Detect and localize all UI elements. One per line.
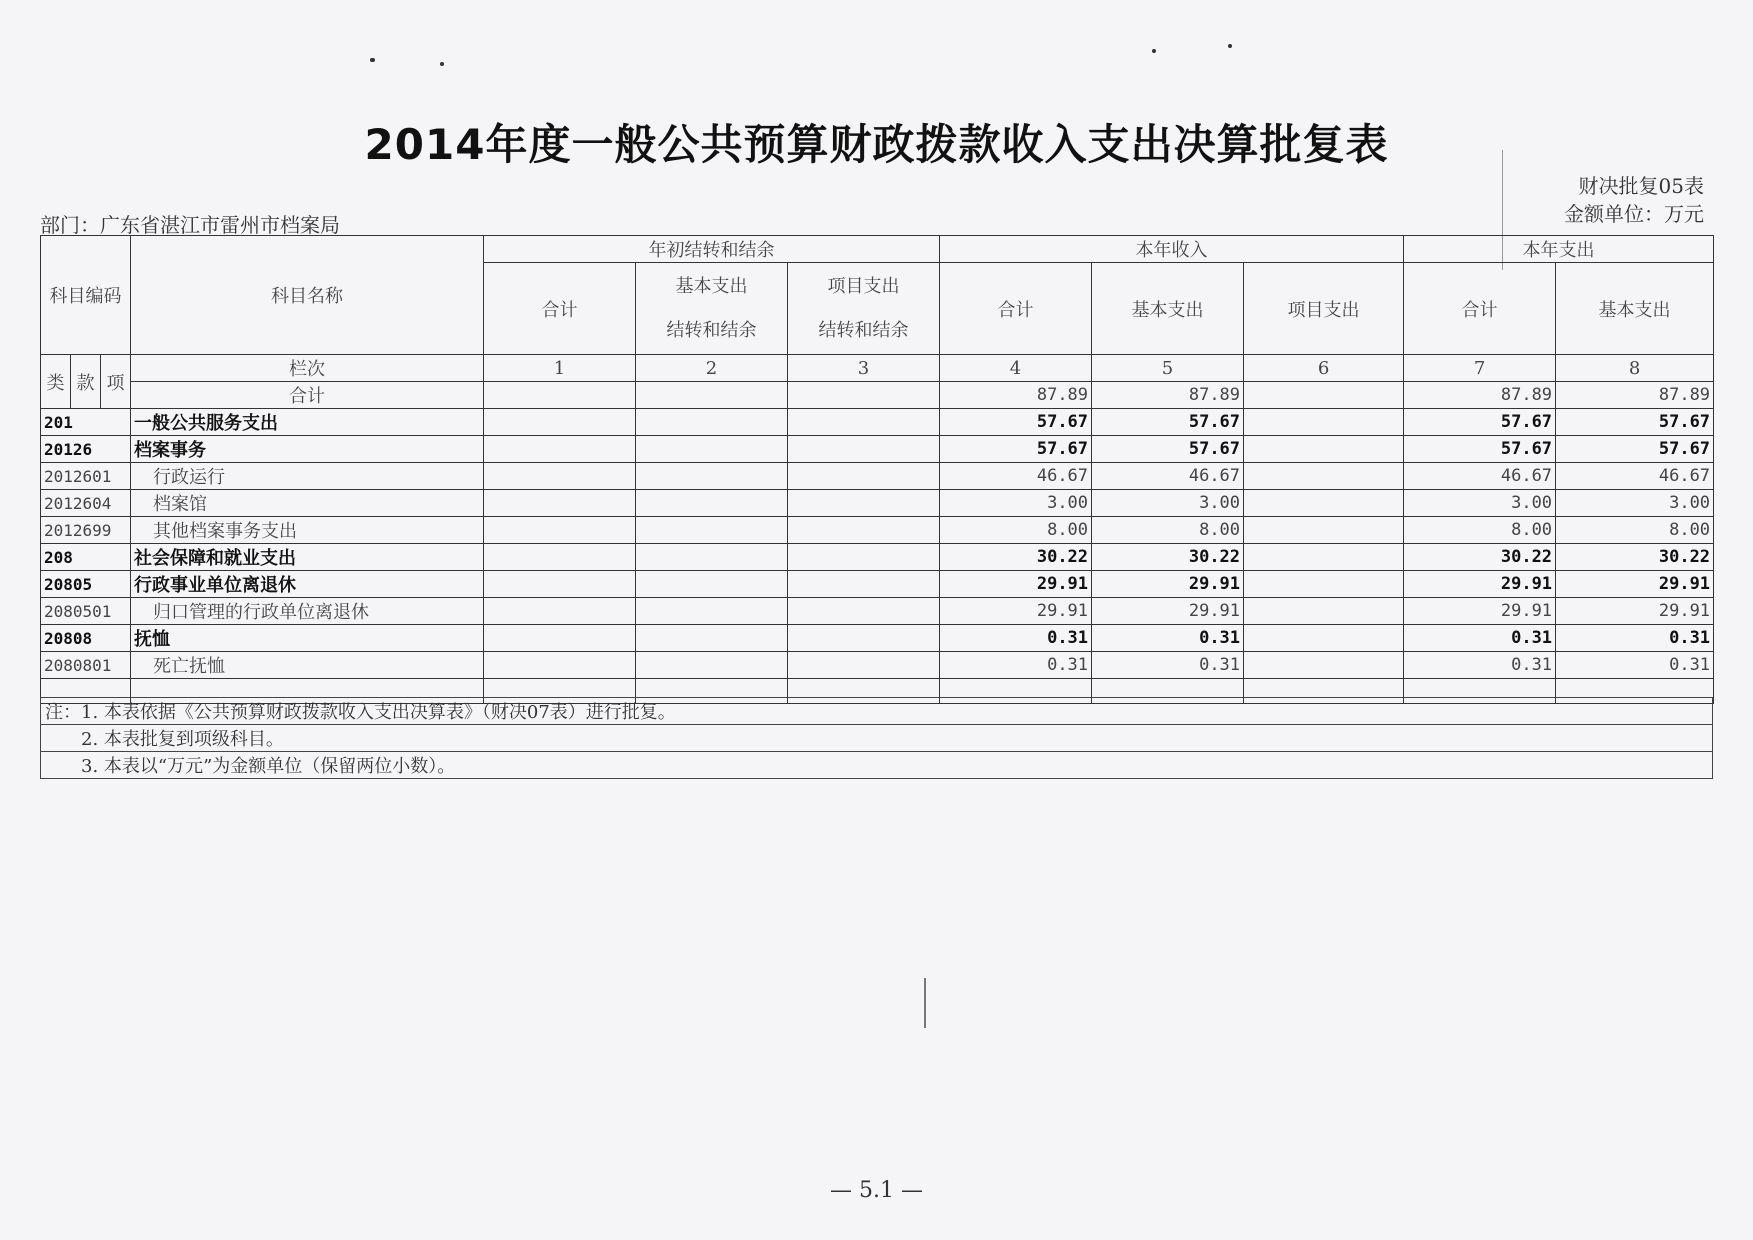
column-index-3: 3 [788,355,940,382]
note-1: 注：1. 本表依据《公共预算财政拨款收入支出决算表》（财决07表）进行批复。 [41,698,1713,725]
row-income-total: 3.00 [940,490,1092,517]
scan-speck [1152,49,1156,53]
row-expense-total: 30.22 [1404,544,1556,571]
total-label: 合计 [131,382,484,409]
total-expense-basic: 87.89 [1556,382,1714,409]
row-expense-total: 29.91 [1404,571,1556,598]
cell-empty [1244,382,1404,409]
column-index-label: 栏次 [131,355,484,382]
note-3: 3. 本表以“万元”为金额单位（保留两位小数）。 [41,752,1713,779]
column-index-1: 1 [484,355,636,382]
row-income-total: 8.00 [940,517,1092,544]
row-income-total: 30.22 [940,544,1092,571]
row-expense-total: 57.67 [1404,409,1556,436]
row-code: 2012601 [41,463,131,490]
row-income-total: 57.67 [940,409,1092,436]
header-carry-project-line2: 结转和结余 [818,319,909,341]
table-row [41,463,1714,490]
header-carry-project-line1: 项目支出 [827,275,900,297]
row-code: 2012604 [41,490,131,517]
row-code: 208 [41,544,131,571]
scan-speck [370,58,375,62]
row-expense-total: 57.67 [1404,436,1556,463]
header-kuan: 款 [71,355,101,409]
row-name: 社会保障和就业支出 [131,544,484,571]
column-index-8: 8 [1556,355,1714,382]
header-income-basic: 基本支出 [1092,263,1244,355]
table-row [41,571,1714,598]
amount-unit: 金额单位：万元 [1564,202,1704,226]
table-row [41,517,1714,544]
header-group-carryover: 年初结转和结余 [484,236,940,263]
row-income-total: 0.31 [940,652,1092,679]
cell-empty [788,382,940,409]
scan-line [924,978,926,1028]
header-group-income: 本年收入 [940,236,1404,263]
table-row [41,490,1714,517]
column-index-7: 7 [1404,355,1556,382]
row-income-basic: 57.67 [1092,436,1244,463]
row-name: 档案事务 [131,436,484,463]
row-income-basic: 46.67 [1092,463,1244,490]
header-lei: 类 [41,355,71,409]
row-code: 20126 [41,436,131,463]
row-income-total: 46.67 [940,463,1092,490]
header-name: 科目名称 [131,236,484,355]
row-expense-basic: 29.91 [1556,598,1714,625]
row-expense-basic: 57.67 [1556,436,1714,463]
row-expense-basic: 0.31 [1556,652,1714,679]
row-income-basic: 57.67 [1092,409,1244,436]
total-row [41,382,1714,409]
row-expense-basic: 46.67 [1556,463,1714,490]
header-income-project: 项目支出 [1244,263,1404,355]
document-title: 2014年度一般公共预算财政拨款收入支出决算批复表 [364,120,1389,169]
scan-speck [1228,44,1232,48]
header-carry-total: 合计 [484,263,636,355]
row-income-total: 29.91 [940,598,1092,625]
row-code: 20805 [41,571,131,598]
row-name: 一般公共服务支出 [131,409,484,436]
row-expense-basic: 8.00 [1556,517,1714,544]
note-2: 2. 本表批复到项级科目。 [41,725,1713,752]
table-row [41,625,1714,652]
row-name: 归口管理的行政单位离退休 [131,598,484,625]
row-income-total: 29.91 [940,571,1092,598]
row-income-total: 0.31 [940,625,1092,652]
header-expense-basic: 基本支出 [1556,263,1714,355]
row-expense-basic: 30.22 [1556,544,1714,571]
row-expense-basic: 29.91 [1556,571,1714,598]
row-expense-basic: 57.67 [1556,409,1714,436]
row-code: 2012699 [41,517,131,544]
table-row [41,409,1714,436]
header-carry-basic-line1: 基本支出 [675,275,748,297]
row-income-basic: 3.00 [1092,490,1244,517]
header-xiang: 项 [101,355,131,409]
row-expense-total: 8.00 [1404,517,1556,544]
row-code: 20808 [41,625,131,652]
column-index-2: 2 [636,355,788,382]
row-code: 2080501 [41,598,131,625]
column-index-6: 6 [1244,355,1404,382]
row-income-basic: 8.00 [1092,517,1244,544]
table-row [41,598,1714,625]
cell-empty [636,382,788,409]
row-income-basic: 29.91 [1092,571,1244,598]
row-name: 抚恤 [131,625,484,652]
header-carry-project [788,263,940,355]
header-code: 科目编码 [41,236,131,355]
notes-table [40,697,1713,779]
row-name: 其他档案事务支出 [131,517,484,544]
row-expense-basic: 0.31 [1556,625,1714,652]
column-index-5: 5 [1092,355,1244,382]
table-row [41,544,1714,571]
row-code: 2080801 [41,652,131,679]
row-name: 行政运行 [131,463,484,490]
column-index-4: 4 [940,355,1092,382]
row-income-basic: 0.31 [1092,652,1244,679]
row-expense-total: 0.31 [1404,625,1556,652]
cell-empty [484,382,636,409]
department-label: 部门：广东省湛江市雷州市档案局 [40,213,340,237]
total-income-total: 87.89 [940,382,1092,409]
row-name: 死亡抚恤 [131,652,484,679]
table-row [41,436,1714,463]
header-expense-total: 合计 [1404,263,1556,355]
header-row-groups [41,236,1714,263]
total-income-basic: 87.89 [1092,382,1244,409]
column-index-row [41,355,1714,382]
row-income-basic: 30.22 [1092,544,1244,571]
page-number: — 5.1 — [830,1178,923,1203]
row-name: 行政事业单位离退休 [131,571,484,598]
row-expense-total: 29.91 [1404,598,1556,625]
header-income-total: 合计 [940,263,1092,355]
row-code: 201 [41,409,131,436]
approval-table [40,235,1714,704]
form-code: 财决批复05表 [1578,174,1704,198]
scan-speck [440,62,444,66]
table-row [41,652,1714,679]
row-income-basic: 29.91 [1092,598,1244,625]
header-carry-basic-line2: 结转和结余 [666,319,757,341]
row-expense-basic: 3.00 [1556,490,1714,517]
row-expense-total: 0.31 [1404,652,1556,679]
row-expense-total: 3.00 [1404,490,1556,517]
row-income-basic: 0.31 [1092,625,1244,652]
total-expense-total: 87.89 [1404,382,1556,409]
row-name: 档案馆 [131,490,484,517]
header-carry-basic [636,263,788,355]
header-group-expense: 本年支出 [1404,236,1714,263]
row-income-total: 57.67 [940,436,1092,463]
row-expense-total: 46.67 [1404,463,1556,490]
